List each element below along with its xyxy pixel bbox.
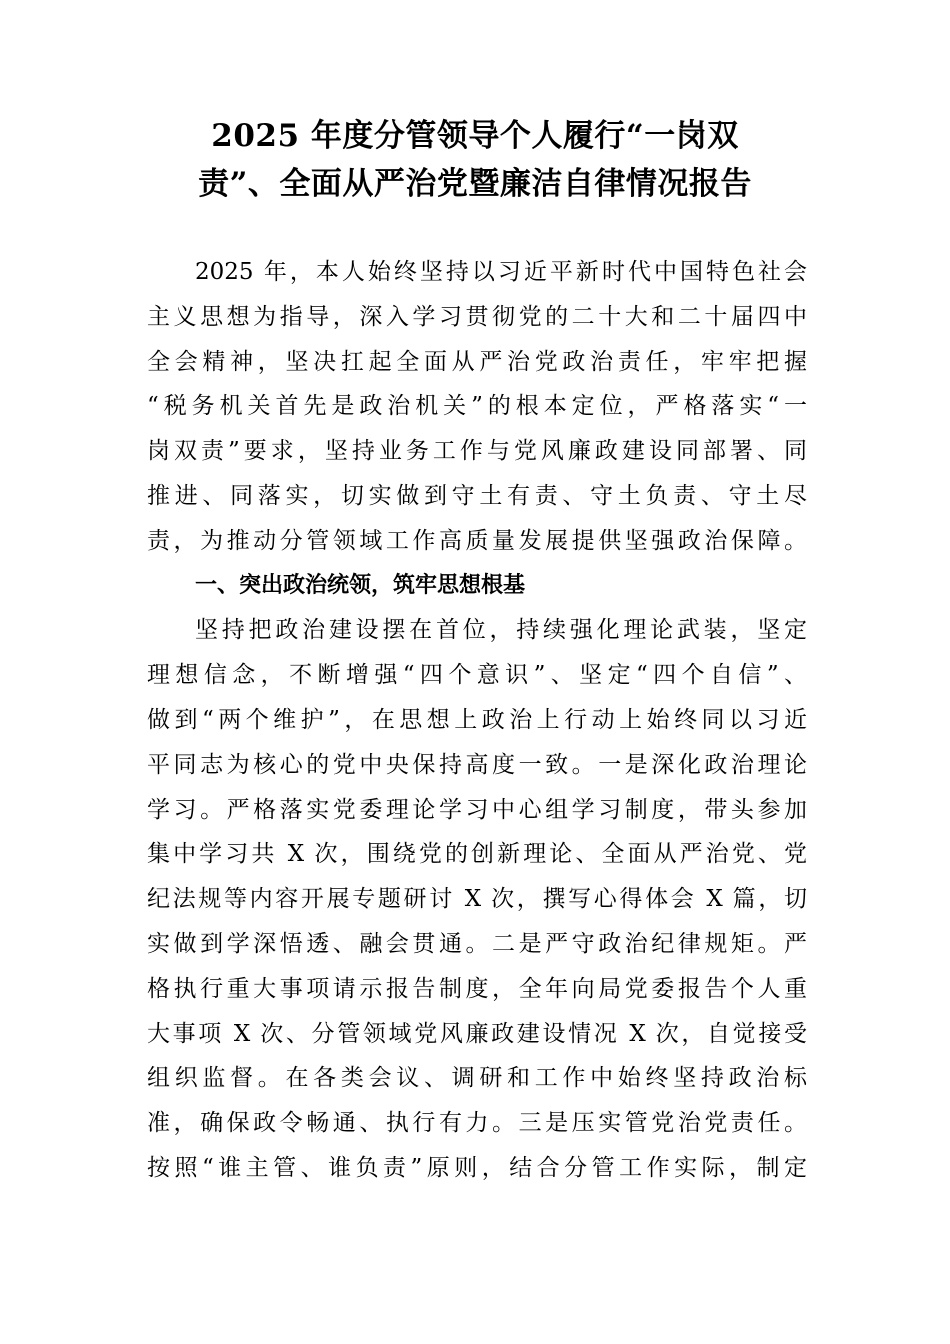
- paragraph-line: 组织监督。在各类会议、调研和工作中始终坚持政治标: [147, 1065, 807, 1092]
- paragraph-line: 理想信念，不断增强“四个意识”、坚定“四个自信”、: [147, 662, 807, 689]
- paragraph-line: 纪法规等内容开展专题研讨 X 次，撰写心得体会 X 篇，切: [147, 886, 807, 913]
- paragraph-line: 推进、同落实，切实做到守土有责、守土负责、守土尽: [147, 482, 807, 509]
- paragraph-line: 准，确保政令畅通、执行有力。三是压实管党治党责任。: [147, 1110, 807, 1137]
- paragraph-line: 责，为推动分管领域工作高质量发展提供坚强政治保障。: [147, 527, 807, 554]
- title-line: 责”、全面从严治党暨廉洁自律情况报告: [198, 166, 752, 202]
- paragraph-line: 岗双责”要求，坚持业务工作与党风廉政建设同部署、同: [147, 438, 807, 465]
- paragraph-line: 坚持把政治建设摆在首位，持续强化理论武装，坚定: [195, 617, 807, 644]
- paragraph-line: 按照“谁主管、谁负责”原则，结合分管工作实际，制定: [147, 1154, 807, 1181]
- title-line: 2025 年度分管领导个人履行“一岗双: [211, 118, 739, 154]
- paragraph-line: 集中学习共 X 次，围绕党的创新理论、全面从严治党、党: [147, 841, 807, 868]
- paragraph-line: 2025 年，本人始终坚持以习近平新时代中国特色社会: [195, 259, 807, 285]
- paragraph-line: 大事项 X 次、分管领域党风廉政建设情况 X 次，自觉接受: [147, 1020, 807, 1047]
- document-body: [147, 250, 807, 1191]
- paragraph-line: “税务机关首先是政治机关”的根本定位，严格落实“一: [147, 393, 807, 420]
- document-title: [130, 112, 820, 208]
- paragraph-line: 学习。严格落实党委理论学习中心组学习制度，带头参加: [147, 796, 807, 823]
- paragraph-line: 做到“两个维护”，在思想上政治上行动上始终同以习近: [147, 706, 807, 733]
- paragraph-line: 平同志为核心的党中央保持高度一致。一是深化政治理论: [147, 751, 807, 778]
- paragraph-line: 实做到学深悟透、融会贯通。二是严守政治纪律规矩。严: [147, 930, 807, 957]
- paragraph-line: 全会精神，坚决扛起全面从严治党政治责任，牢牢把握: [147, 348, 807, 375]
- section-heading: 一、突出政治统领，筑牢思想根基: [195, 572, 526, 598]
- paragraph-line: 主义思想为指导，深入学习贯彻党的二十大和二十届四中: [147, 303, 807, 330]
- paragraph-line: 格执行重大事项请示报告制度，全年向局党委报告个人重: [147, 975, 807, 1002]
